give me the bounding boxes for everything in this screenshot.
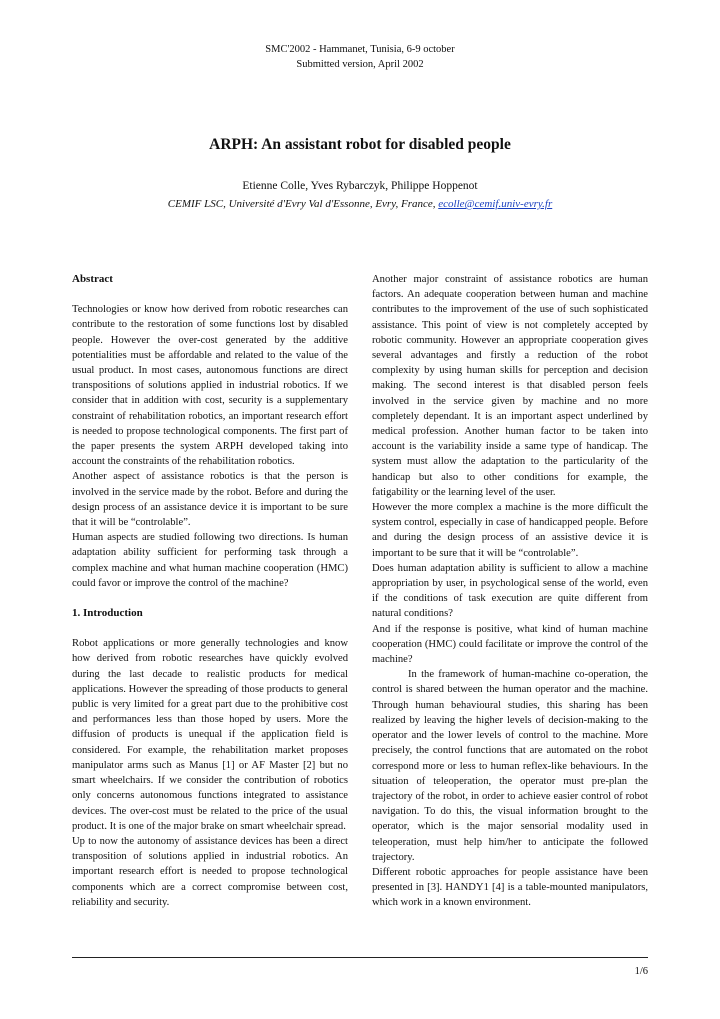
right-column — [372, 272, 648, 911]
paper-title: ARPH: An assistant robot for disabled people — [209, 136, 511, 153]
body-paragraph: Different robotic approaches for people assistance have been presented in [3]. HANDY1 [4] is a table-mounted manipulators, which work in a known environment. — [372, 866, 648, 909]
page-number: 1/6 — [634, 966, 648, 977]
email-link[interactable]: ecolle@cemif.univ-evry.fr — [438, 198, 553, 210]
abstract-paragraph: Human aspects are studied following two directions. Is human adaptation ability sufficient for performing task through a complex machine and what human machine cooperation (HMC) could favor or improve the control of the machine? — [72, 532, 348, 589]
authors: Etienne Colle, Yves Rybarczyk, Philippe Hoppenot — [242, 180, 478, 192]
abstract-paragraph: Technologies or know how derived from robotic researches can contribute to the restoration of some functions lost by disabled people. However the over-cost generated by the additive potentialities must be affordable and related to the value of the usual product. In most cases, autonomous functions are direct transpositions of solutions applied in industrial robotics. If we consider that in addition with cost, security is a supplementary constraint of rehabilitation robotics, an important research effort is needed to propose technological components. The first part of the paper presents the system ARPH developed taking into account the constraints of the rehabilitation robotics. — [72, 304, 348, 468]
version-header: Submitted version, April 2002 — [296, 59, 424, 70]
body-paragraph: Another major constraint of assistance robotics are human factors. An adequate cooperation between human and machine contributes to the improvement of the use of such sophisticated assistance. This point of view is not completely accepted by robotic community. However an appropriate cooperation gives several advantages and firstly a reduction of the robot complexity by using human skills for perception and decision making. The second interest is that disabled person feels involved in the service given by machine and no more completely dependant. It is an important aspect underlined by medical profession. Another human factor to be taken into account is the variability inside a same type of handicap. The system must allow the adaptation to the particularity of the handicap but also to other conditions for example, the fatigability or the learning level of the user. — [372, 274, 648, 498]
body-paragraph: And if the response is positive, what kind of human machine cooperation (HMC) could facilitate or improve the control of the machine? — [372, 623, 648, 666]
abstract-paragraph: Another aspect of assistance robotics is that the person is involved in the service made by the robot. Before and during the design process of an assistance device it is important to be sure that it will be “controlable”. — [72, 471, 348, 529]
introduction-heading: 1. Introduction — [72, 607, 143, 620]
abstract-heading: Abstract — [72, 273, 113, 285]
body-paragraph: Does human adaptation ability is sufficient to allow a machine appropriation by user, in psychological sense of the world, even if the conditions of task execution are quite different from natural conditions? — [372, 562, 648, 620]
body-paragraph: In the framework of human-machine co-operation, the control is shared between the human operator and the machine. Through human behavioural studies, this sharing has been realized by leaving the higher levels of decision-making to the operator and the lower levels of control to the machine. More precisely, the control functions that are automated on the robot correspond more or less to human reflex-like behaviours. In the situation of teleoperation, the operator must pre-plan the trajectory of the robot, in order to achieve easier control of robot navigation. To do this, the visual information brought to the operator, which is the major sensorial modality used in teleoperation, must help him/her to anticipate the followed trajectory. — [372, 669, 648, 863]
affiliation — [0, 198, 720, 210]
body-paragraph: However the more complex a machine is the more difficult the system control, especially in case of handicapped people. Before and during the design process of an assistive device it is important to be sure that it will be “controlable”. — [372, 502, 648, 559]
intro-paragraph: Robot applications or more generally technologies and know how derived from robotic researches have quickly evolved during the last decade to realistic products for medical applications. However the spreading of those products to general public is very limited for a great part due to the prohibitive cost and performances less than those hoped by users. More the diffusion of products is unequal if the application field is considered. For example, the rehabilitation market proposes manipulator arms such as Manus [1] or AF Master [2] but no smart wheelchairs. If we consider the contribution of robotics only concerns autonomous functions integrated to assistance devices. The over-cost must be related to the price of the usual product. It is one of the major brake on smart wheelchair spread. — [72, 638, 348, 832]
affiliation-text: CEMIF LSC, Université d'Evry Val d'Essonne, Evry, France, — [167, 198, 439, 210]
left-column — [72, 272, 348, 910]
conference-header: SMC'2002 - Hammanet, Tunisia, 6-9 october — [265, 44, 455, 55]
intro-paragraph: Up to now the autonomy of assistance devices has been a direct transposition of solutions applied in industrial robotics. An important research effort is needed to propose technological components which are a correct compromise between cost, reliability and security. — [72, 835, 348, 908]
footer-rule — [72, 957, 648, 958]
